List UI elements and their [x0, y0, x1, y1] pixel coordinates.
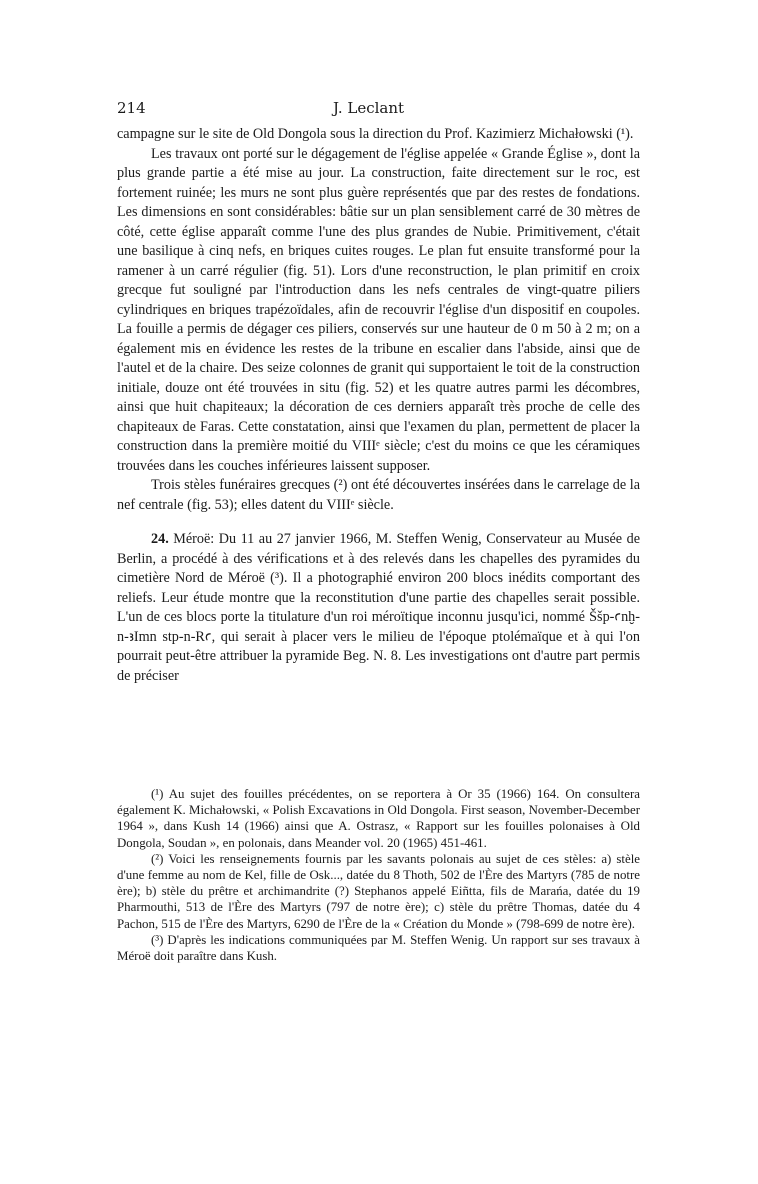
footnote-3: (³) D'après les indications communiquées par M. Steffen Wenig. Un rapport sur ses travaux à Méroë doit paraître dans Kush.	[117, 932, 640, 964]
body-text	[117, 125, 640, 686]
page-number: 214	[117, 99, 146, 117]
paragraph-1: campagne sur le site de Old Dongola sous la direction du Prof. Kazimierz Michałowski (¹).	[117, 126, 634, 142]
footnote-2: (²) Voici les renseignements fournis par les savants polonais au sujet de ces stèles: a) stèle d'une femme au nom de Kel, fille de Osk..., datée du 8 Thoth, 502 de l'Ère des Martyrs (785 de notre ère); b) stèle du prêtre et archimandrite (?) Stephanos appelé Eiñtta, fils de Marańa, datée du 19 Pharmouthi, 513 de l'Ère des Martyrs (797 de notre ère); c) stèle du prêtre Thomas, datée du 4 Pachon, 515 de l'Ère des Martyrs, 6290 de l'Ère de la « Création du Monde » (798-699 de notre ère).	[117, 851, 640, 931]
section-24-text: Méroë: Du 11 au 27 janvier 1966, M. Steffen Wenig, Conservateur au Musée de Berlin, a procédé à des vérifications et à des relevés dans les chapelles des pyramides du cimetière Nord de Méroë (³). Il a photographié environ 200 blocs inédits comportant des reliefs. Leur étude montre que la reconstitution d'une partie des chapelles serait possible. L'un de ces blocs porte la titulature d'un roi méroïtique inconnu jusqu'ici, nommé Ššp-ꜥnḫ-n-ꜣImn stp-n-Rꜥ, qui serait à placer vers le milieu de l'époque ptolémaïque et à qui l'on pourrait peut-être attribuer la pyramide Beg. N. 8. Les investigations ont d'autre part permis de préciser	[117, 531, 641, 684]
paragraph-2: Les travaux ont porté sur le dégagement de l'église appelée « Grande Église », dont la plus grande partie a été mise au jour. La construction, faite directement sur le roc, est fortement ruinée; les murs ne sont plus guère représentés que par des restes de fondations. Les dimensions en sont considérables: bâtie sur un plan sensiblement carré de 30 mètres de côté, cette église apparaît comme l'une des plus grandes de Nubie. Primitivement, c'était une basilique à cinq nefs, en briques cuites rouges. Le plan fut ensuite transformé pour la ramener à un carré régulier (fig. 51). Lors d'une reconstruction, le plan primitif en croix grecque fut souligné par l'introduction dans les nefs centrales de vingt-quatre piliers cylindriques en briques trapézoïdales, afin de recouvrir l'église d'un dispositif en coupoles. La fouille a permis de dégager ces piliers, conservés sur une hauteur de 0 m 50 à 2 m; on a également mis en évidence les restes de la tribune en escalier dans l'abside, ainsi que de l'autel et de la chaire. Des seize colonnes de granit qui supportaient le toit de la construction initiale, douze ont été trouvées in situ (fig. 52) et les quatre autres parmi les décombres, ainsi que huit chapiteaux; la décoration de ces derniers apparaît très proche de celle des chapiteaux de Faras. Cette constatation, ainsi que l'examen du plan, permettent de placer la construction dans la première moitié du VIIIᵉ siècle; c'est du moins ce que les céramiques trouvées dans les couches inférieures laissent supposer.	[117, 145, 640, 474]
running-head: J. Leclant	[333, 99, 405, 117]
section-number: 24.	[151, 531, 169, 547]
footnotes	[117, 786, 640, 964]
footnote-1: (¹) Au sujet des fouilles précédentes, on se reportera à Or 35 (1966) 164. On consultera également K. Michałowski, « Polish Excavations in Old Dongola. First season, November-December 1964 », dans Kush 14 (1966) ainsi que A. Ostrasz, « Rapport sur les fouilles polonaises à Old Dongola, Soudan », en polonais, dans Meander vol. 20 (1965) 451-461.	[117, 787, 640, 850]
paragraph-3: Trois stèles funéraires grecques (²) ont été découvertes insérées dans le carrelage de la nef centrale (fig. 53); elles datent du VIIIᵉ siècle.	[117, 477, 640, 513]
section-24	[117, 530, 640, 686]
page-header	[117, 99, 640, 121]
